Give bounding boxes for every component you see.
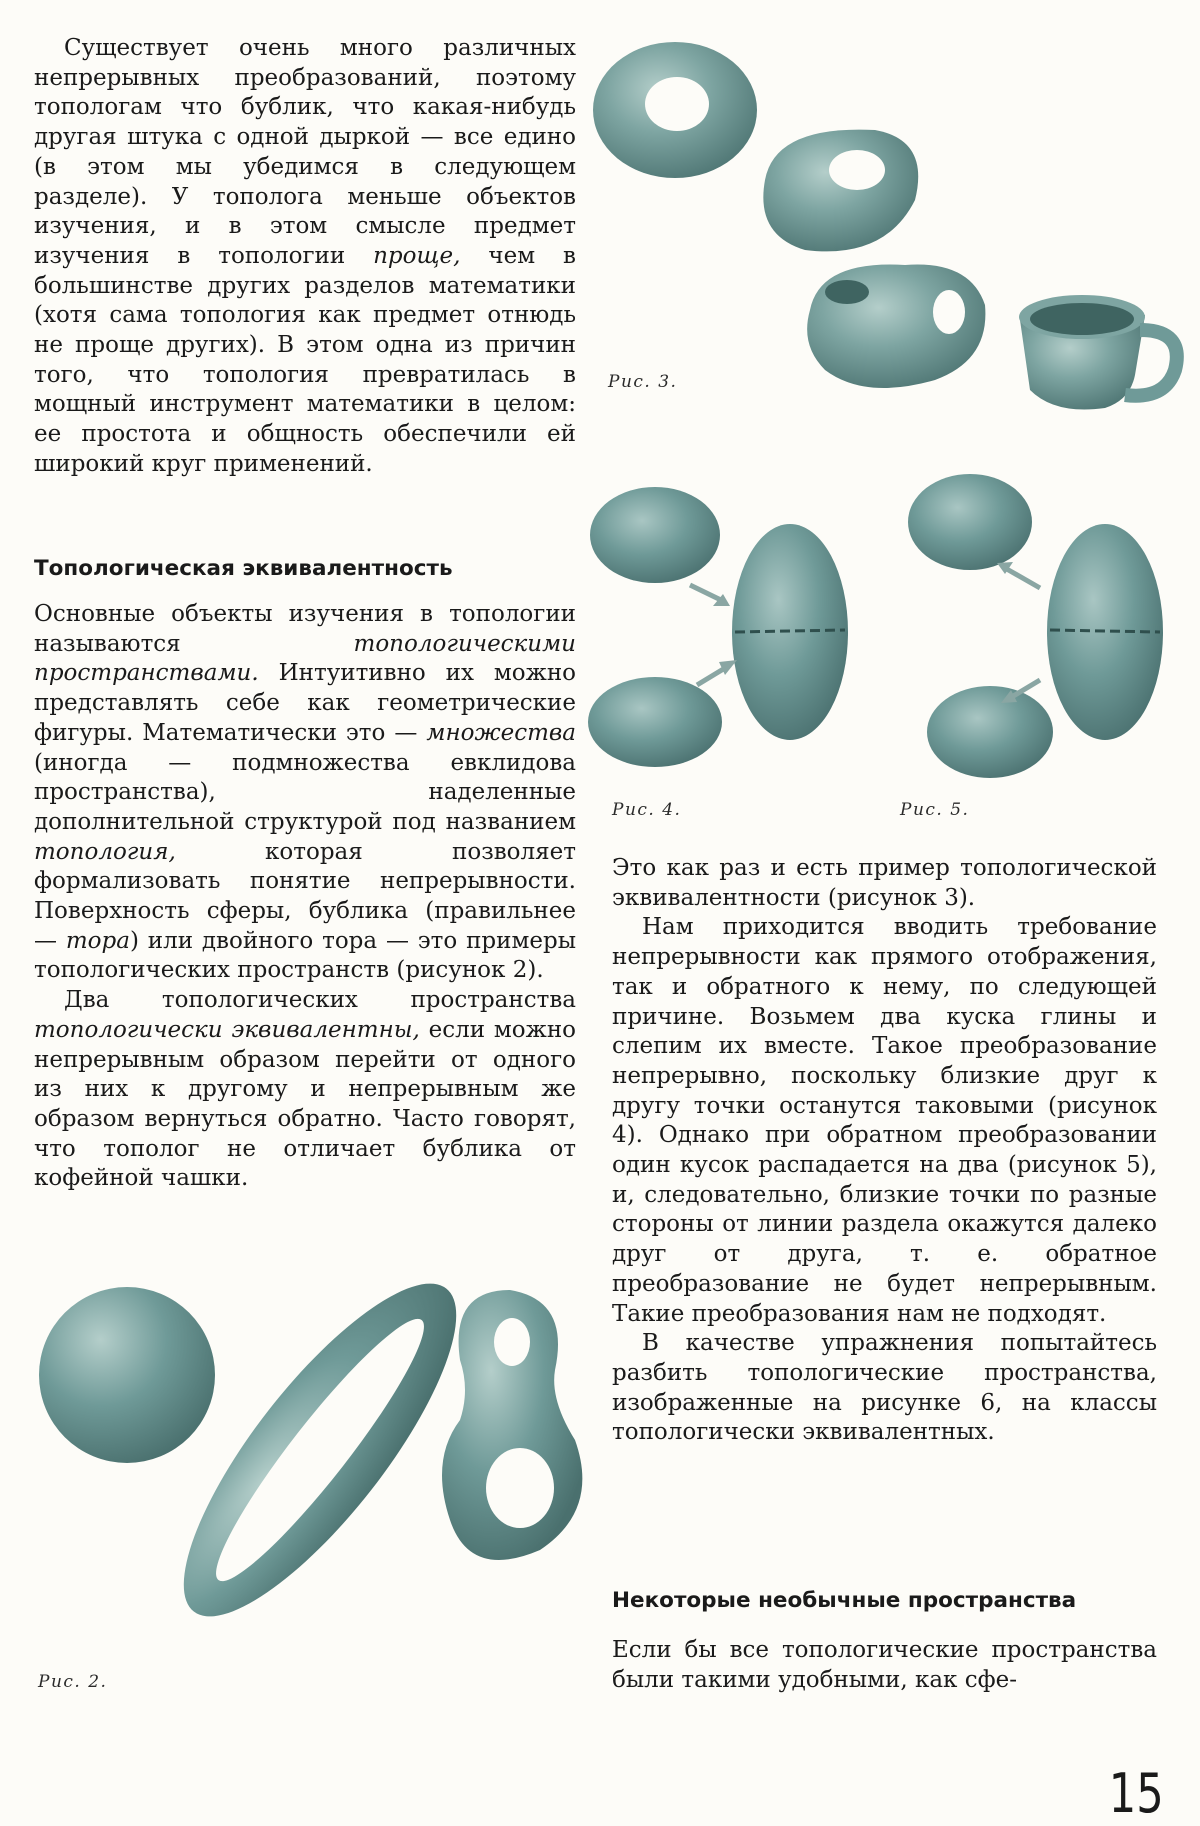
double-torus-shape — [442, 1290, 582, 1560]
figure-3 — [585, 30, 1185, 430]
paragraph: Основные объекты изучения в топологии называются топологическими пространствами. Интуитивно их можно представлять себе как геометрические фигуры. Математически это — множества (иногда — подмножества евклидова пространства), наделенные дополнительной структурой под названием топология, которая позволяет формализовать понятие непрерывности. Поверхность сферы, бублика (правильнее — тора) или двойного тора — это примеры топологических пространств (рисунок 2). — [34, 601, 577, 984]
figure-2 — [30, 1280, 590, 1670]
section-heading: Некоторые необычные пространства — [612, 1588, 1077, 1613]
split-piece-top — [908, 474, 1032, 570]
caption-fig2: Рис. 2. — [38, 1672, 108, 1692]
arrow-icon — [1005, 568, 1040, 588]
paragraph: Два топологических пространства топологически эквивалентны, если можно непрерывным образом перейти от одного из них к другому и непрерывным же образом вернуться обратно. Часто говорят, что тополог не отличает бублика от кофейной чашки. — [34, 987, 576, 1192]
coffee-cup-shape — [1019, 295, 1177, 410]
caption-fig4: Рис. 4. — [612, 800, 682, 820]
split-piece-bottom — [927, 686, 1053, 778]
deformed-torus-shape — [763, 130, 918, 252]
paragraph: В качестве упражнения попытайтесь разбить топологические пространства, изображенные на рисунке 6, на классы топологически эквивалентных. — [612, 1330, 1157, 1446]
left-column-2 — [34, 600, 576, 1194]
right-column-2 — [612, 1636, 1157, 1695]
paragraph: Нам приходится вводить требование непрерывности как прямого отображения, так и обратного к нему, по следующей причине. Возьмем два куска глины и слепим их вместе. Такое преобразование непрерывно, поскольку близкие друг к другу точки останутся таковыми (рисунок 4). Однако при обратном преобразовании один кусок распадается на два (рисунок 5), и, следовательно, близкие точки по разные стороны от линии раздела окажутся далеко друг от друга, т. е. обратное преобразование не будет непрерывным. Такие преобразования нам не подходят. — [612, 914, 1157, 1327]
caption-fig5: Рис. 5. — [900, 800, 970, 820]
right-column — [612, 854, 1157, 1448]
left-column — [34, 34, 576, 480]
clay-piece-bottom — [588, 677, 722, 767]
page-number: 15 — [1109, 1762, 1164, 1825]
figures-4-5 — [585, 470, 1185, 790]
paragraph: Это как раз и есть пример топологической эквивалентности (рисунок 3). — [612, 855, 1157, 911]
clay-piece-top — [590, 487, 720, 583]
section-heading: Топологическая эквивалентность — [34, 556, 453, 581]
mug-transition-shape — [807, 265, 985, 389]
paragraph: Существует очень много различных непрерывных преобразований, поэтому топологам что бублик, что какая-нибудь другая штука с одной дыркой — все едино (в этом мы убедимся в следующем разделе). У тополога меньше объектов изучения, и в этом смысле предмет изучения в топологии проще, чем в большинстве других разделов математики (хотя сама топология как предмет отнюдь не проще других). В этом одна из причин того, что топология превратилась в мощный инструмент математики в целом: ее простота и общность обеспечили ей широкий круг применений. — [34, 35, 576, 477]
sphere-shape — [39, 1287, 215, 1463]
caption-fig3: Рис. 3. — [608, 372, 678, 392]
torus-shape — [593, 42, 757, 178]
paragraph: Если бы все топологические пространства были такими удобными, как сфе- — [612, 1637, 1157, 1693]
